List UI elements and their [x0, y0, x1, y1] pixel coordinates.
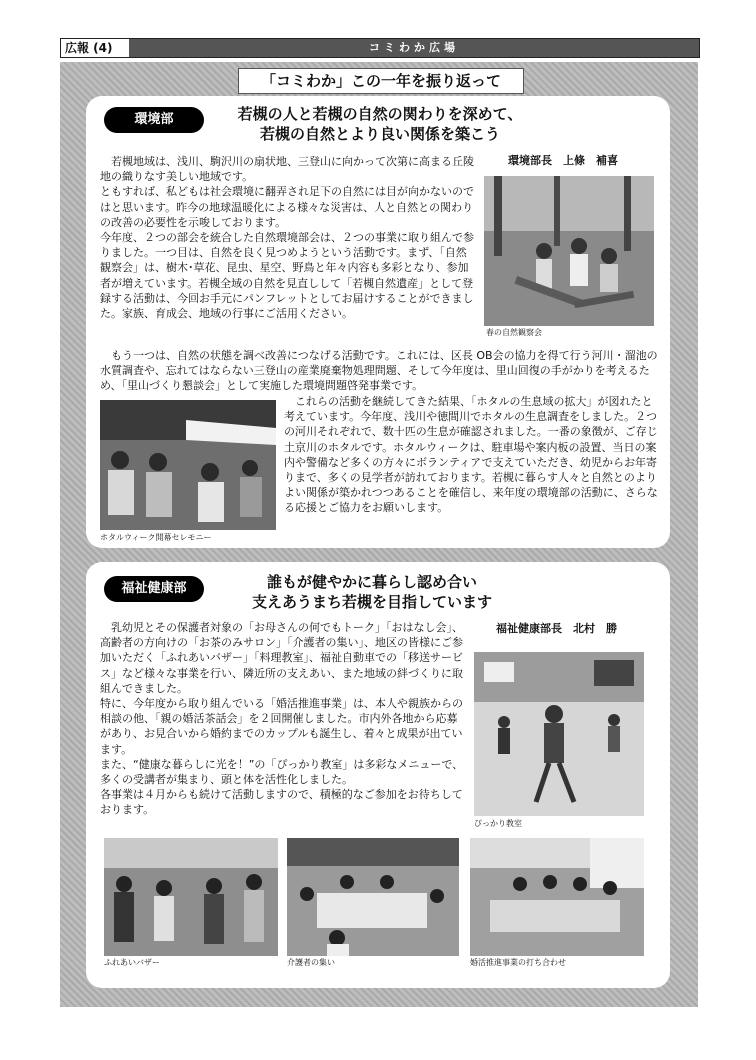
welfare-heading [216, 572, 528, 612]
environment-heading [210, 104, 550, 144]
welfare-author: 福祉健康部長 北村 勝 [496, 622, 617, 635]
bazaar-illustration [104, 838, 278, 956]
nature-observation-photo [484, 176, 654, 326]
welfare-dept-badge: 福祉健康部 [104, 576, 204, 602]
pikkari-class-photo [474, 652, 644, 816]
newsletter-section-title: コミわか広場 [129, 39, 699, 57]
firefly-week-photo [100, 400, 276, 530]
caregivers-gathering-caption: 介護者の集い [287, 958, 335, 967]
caregivers-gathering-photo [287, 838, 459, 956]
welfare-body-text: 乳幼児とその保護者対象の「お母さんの何でもトーク」「おはなし会」、高齢者の方向けの「お茶のみサロン」「介護者の集い」、地区の皆様にご参加いただく「ふれあいバザー」「料理教室」、福祉自動車での「移送サービス」など様々な事業を行い、隣近所の支えあい、また地域の絆づくりに取組んできました。 特に、今年度から取り組んでいる「婚活推進事業」は、本人や親族からの相談の他、「親の婚活茶話会」を２回開催しました。市内外各地から応募があり、お見合いから婚約までのカップルも誕生し、着々と成果が出ています。 また、“健康な暮らしに光を！”の「ぴっかり教室」は多彩なメニューで、多くの受講者が集まり、頭と体を活性化しました。 各事業は４月からも続けて活動しますので、積極的なご参加をお待ちしております。 [100, 621, 464, 817]
nature-observation-illustration [484, 176, 654, 326]
environment-activities-text: もう一つは、自然の状態を調べ改善につなげる活動です。これには、区長 OB会の協力を得て行う河川・溜池の水質調査や、忘れてはならない三登山の産業廃棄物処理問題、そして今年度は、里山回復の手がかりを考えるため、「里山づくり懇談会」として実施した環境問題啓発事業です。 [100, 349, 658, 393]
environment-heading-line2: 若槻の自然とより良い関係を築こう [259, 125, 500, 143]
environment-intro-text: 若槻地域は、浅川、駒沢川の扇状地、三登山に向かって次第に高まる丘陵地の織りなす美しい地域です。 ともすれば、私どもは社会環境に翻弄され足下の自然には目が向かないのではと思います。昨今の地球温暖化による様々な災害は、人と自然との関わりの改善の必要性を示唆しております。 今年度、２つの部会を統合した自然環境部会は、２つの事業に取り組んで参りました。一つ目は、自然を良く見つめようという活動です。まず、「自然観察会」は、樹木･草花、昆虫、星空、野鳥と年々内容も多彩となり、参加者が増えています。若槻全域の自然を見直しして「若槻自然遺産」として登録する活動は、今回お手元にパンフレットとしてお届けすることができました。家族、育成会、地域の行事にご活用ください。 [100, 155, 474, 321]
firefly-ceremony-illustration [100, 400, 276, 530]
page-header [60, 38, 700, 58]
bazaar-photo [104, 838, 278, 956]
pikkari-class-caption: ぴっかり教室 [474, 819, 522, 828]
firefly-week-caption: ホタルウィーク開幕セレモニー [100, 533, 212, 542]
welfare-heading-line2: 支えあうまち若槻を目指しています [251, 593, 492, 611]
matchmaking-illustration [470, 838, 644, 956]
matchmaking-meeting-caption: 婚活推進事業の打ち合わせ [470, 958, 566, 967]
pikkari-class-illustration [474, 652, 644, 816]
bazaar-caption: ふれあいバザー [104, 958, 160, 967]
environment-heading-line1: 若槻の人と若槻の自然の関わりを深めて、 [237, 105, 523, 123]
matchmaking-meeting-photo [470, 838, 644, 956]
caregivers-illustration [287, 838, 459, 956]
page-number: 広報 (4) [61, 39, 129, 57]
environment-dept-badge: 環境部 [104, 107, 204, 133]
page-banner: 「コミわか」この一年を振り返って [238, 68, 524, 94]
environment-firefly-text: これらの活動を継続してきた結果、「ホタルの生息域の拡大」が図れたと考えています。今年度、浅川や徳間川でホタルの生息調査をしました。２つの河川それぞれで、数十匹の生息が確認されました。一番の象徴が、ご存じ土京川のホタルです。ホタルウィークは、駐車場や案内板の設置、当日の案内や警備など多くの方々にボランティアで支えていただき、幼児からお年寄りまで、多くの見学者が訪れております。若槻に暮らす人々と自然とのよりよい関係が築かれつつあることを確信し、来年度の環境部の活動に、さらなる応援とご協力をお願いします。 [284, 395, 658, 515]
nature-observation-caption: 春の自然観察会 [486, 328, 542, 337]
environment-author: 環境部長 上條 補喜 [508, 154, 618, 167]
welfare-heading-line1: 誰もが健やかに暮らし認め合い [266, 573, 477, 591]
